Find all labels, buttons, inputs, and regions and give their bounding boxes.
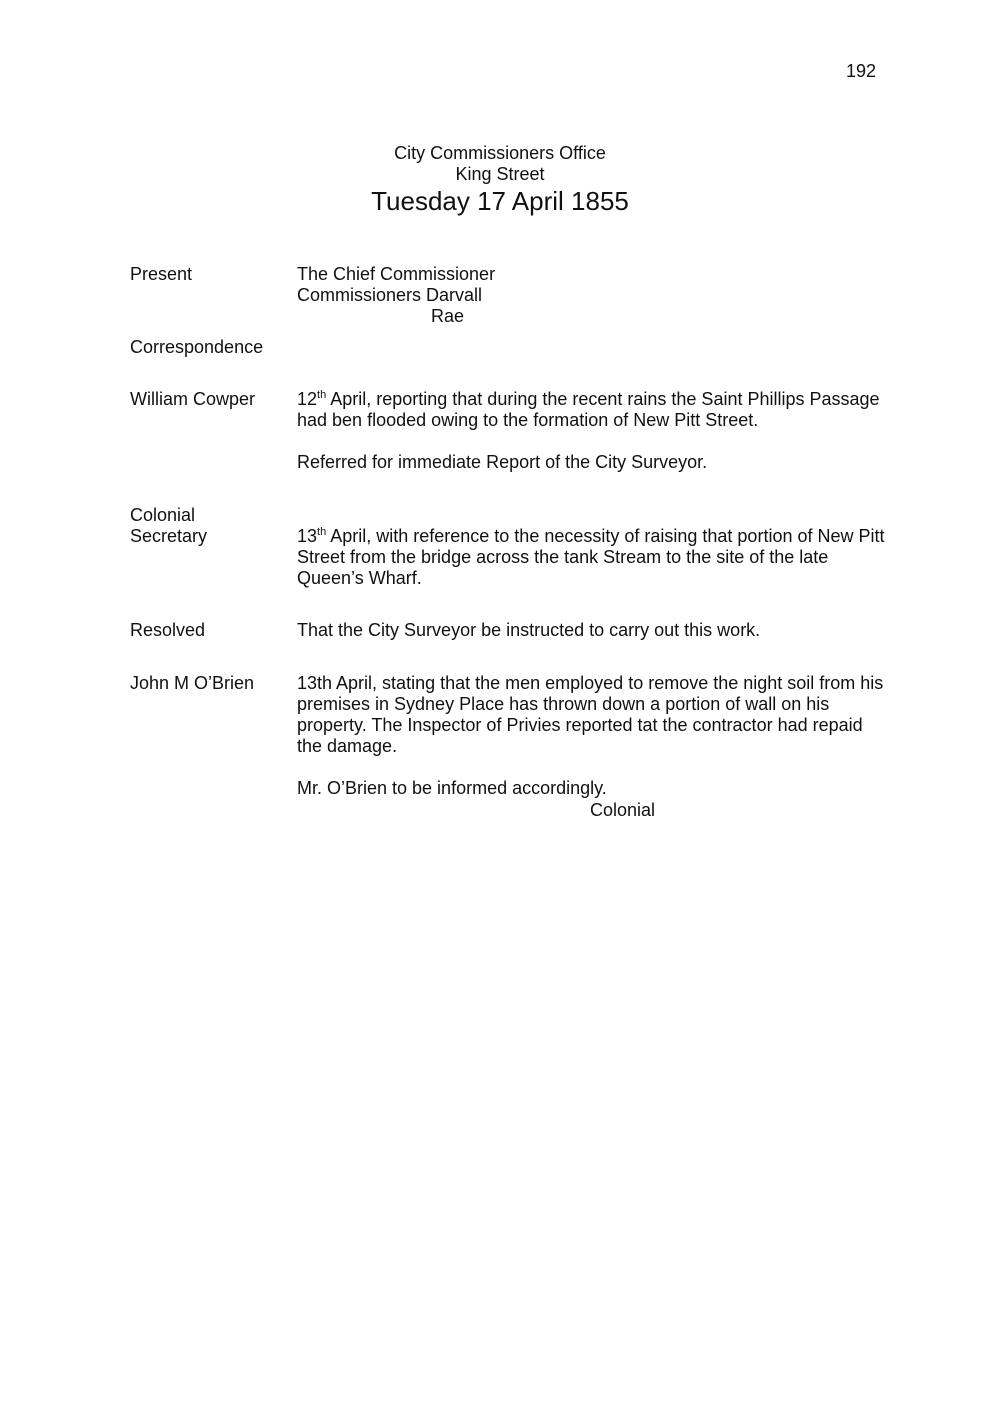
obrien-line-4: the damage. (297, 736, 398, 756)
cowper-line-1 (297, 389, 880, 410)
street-heading: King Street (455, 164, 545, 184)
colonial-text-1: April, with reference to the necessity of raising that portion of New Pitt (326, 526, 885, 546)
obrien-label: John M O’Brien (130, 673, 255, 693)
colonial-line-3: Queen’s Wharf. (297, 568, 422, 588)
present-line-1: The Chief Commissioner (297, 264, 496, 284)
cowper-action: Referred for immediate Report of the City Surveyor. (297, 452, 708, 472)
cowper-day: 12 (297, 389, 318, 409)
resolved-label: Resolved (130, 620, 206, 640)
cowper-line-2: had ben flooded owing to the formation of New Pitt Street. (297, 410, 759, 430)
colonial-day-suffix: th (317, 526, 327, 538)
meeting-date-title: Tuesday 17 April 1855 (371, 186, 629, 216)
obrien-line-3: property. The Inspector of Privies reported tat the contractor had repaid (297, 715, 863, 735)
present-line-2: Commissioners Darvall (297, 285, 483, 305)
obrien-line-1: 13th April, stating that the men employed to remove the night soil from his (297, 673, 884, 693)
resolved-text: That the City Surveyor be instructed to carry out this work. (297, 620, 761, 640)
correspondence-label: Correspondence (130, 337, 264, 357)
catchword: Colonial (590, 800, 656, 820)
colonial-label-1: Colonial (130, 505, 196, 525)
cowper-day-suffix: th (317, 389, 327, 401)
present-line-3: Rae (431, 306, 465, 326)
cowper-label: William Cowper (130, 389, 256, 409)
colonial-day: 13 (297, 526, 318, 546)
colonial-label-2: Secretary (130, 526, 208, 546)
page-number: 192 (846, 61, 877, 81)
cowper-text-1: April, reporting that during the recent rains the Saint Phillips Passage (326, 389, 880, 409)
colonial-line-2: Street from the bridge across the tank Stream to the site of the late (297, 547, 829, 567)
obrien-line-2: premises in Sydney Place has thrown down a portion of wall on his (297, 694, 830, 714)
office-heading: City Commissioners Office (394, 143, 606, 163)
obrien-action: Mr. O’Brien to be informed accordingly. (297, 778, 607, 798)
colonial-line-1 (297, 526, 885, 547)
present-label: Present (130, 264, 193, 284)
